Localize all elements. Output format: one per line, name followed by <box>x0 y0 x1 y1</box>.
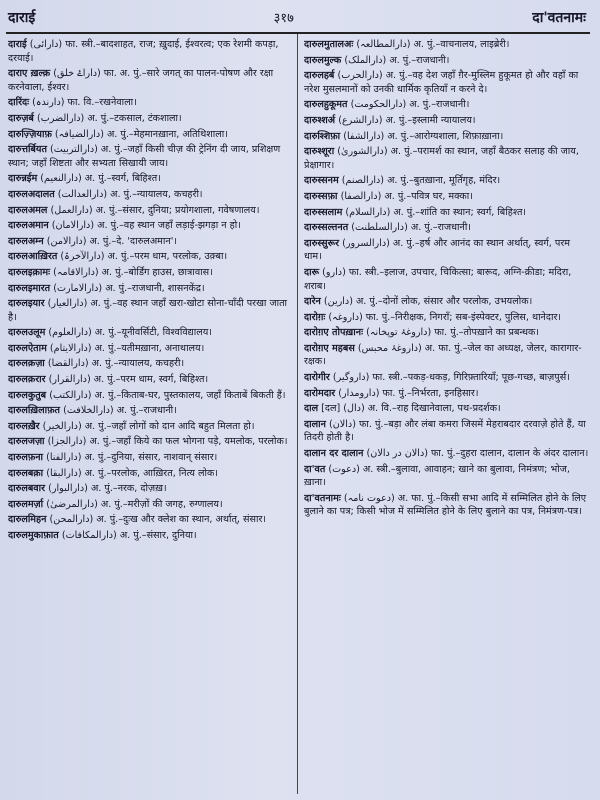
entry-headword: दारिंदः <box>8 97 30 109</box>
entry-headword: दारुलमर्ज़ा <box>8 498 44 510</box>
entry-headword: दारुलइमारत <box>8 282 51 294</box>
entry-headword: दारुलमुल्क <box>304 54 342 66</box>
entry-headword: दारुलउलूम <box>8 327 46 339</box>
entry-definition: (دارالبوار) अ. पुं.–नरक, दोज़ख़। <box>48 483 167 495</box>
entry-definition: (دارالخیر) अ. पुं.–जहाँ लोगों को दान आदि बहुत मिलता हो। <box>42 420 255 432</box>
entry-definition: (دعوت) अ. स्त्री.–बुलावा, आवाहन; खाने का बुलावा, निमंत्रण; भोज, ख़ाना। <box>304 463 570 489</box>
entry-definition: (دارالنعیم) अ. पुं.–स्वर्ग, बिहिश्त। <box>40 173 161 185</box>
entry-headword: दारुज़्ज़ियाफ़ <box>8 128 52 140</box>
dictionary-entry <box>304 311 590 325</box>
header-rule <box>6 32 590 34</box>
entry-definition: (دارالسلام) अ. पुं.–शांति का स्थान; स्वर्ग, बिहिश्त। <box>345 206 527 218</box>
dictionary-entry <box>8 297 292 324</box>
entry-headword: दालान <box>304 418 326 430</box>
entry-headword: दा'वत <box>304 463 326 475</box>
dictionary-entry <box>8 529 292 543</box>
dictionary-entry <box>8 420 292 434</box>
dictionary-entry <box>8 266 292 280</box>
column-divider <box>297 34 298 794</box>
entry-headword: दारुश्शिफ़ा <box>304 130 341 142</box>
entry-headword: दारुलबवार <box>8 483 46 495</box>
entry-definition: (دارائی) फा. स्त्री.–बादशाहत, राज; ख़ुदाई, ईश्वरत्व; एक रेशमी कपड़ा, दरयाई। <box>8 39 279 64</box>
dictionary-entry <box>304 145 590 172</box>
entry-definition: (دارالامان) अ. पुं.–वह स्थान जहाँ लड़ाई-झगड़ा न हो। <box>51 220 241 232</box>
entry-definition: (دارالشوریٰ) अ. पुं.–परामर्श का स्थान, जहाँ बैठकर सलाह की जाय, प्रेक्षागार। <box>304 146 579 171</box>
entry-definition: (دارالعلوم) अ. पुं.–यूनीवर्सिटी, विश्वविद्यालय। <box>48 327 212 339</box>
entry-definition: (دارالمطالعہ) अ. पुं.–वाचनालय, लाइब्रेरी। <box>356 39 510 50</box>
entry-definition: (دارالعیار) अ. पुं.–वह स्थान जहाँ खरा-खोटा सोना-चाँदी परखा जाता है। <box>8 298 288 323</box>
dictionary-entry <box>8 498 292 512</box>
entry-headword: दारुलअम्न <box>8 235 44 247</box>
entry-headword: दारुस्सनम <box>304 175 339 187</box>
entry-headword: दारुलइक़ामः <box>8 266 51 278</box>
entry-definition: (دارالتربیت) अ. पुं.–जहाँ किसी चीज़ की ट्रेनिंग दी जाय, प्रशिक्षण स्थान; जहाँ शिष्टता और सभ्यता सिखायी जाय। <box>8 144 281 169</box>
dictionary-entry <box>304 69 590 96</box>
entry-headword: दारुलआख़िरत <box>8 251 58 263</box>
dictionary-entry <box>304 98 590 112</box>
entry-definition: (دارالمرضیٰ) अ. पुं.–मरीज़ों की जगह, रुग्णालय। <box>46 498 223 510</box>
entry-headword: दारोमदार <box>304 387 336 399</box>
entry-headword: दारुलक़रार <box>8 374 46 386</box>
entry-definition: (دارالملک) अ. पुं.–राजधानी। <box>344 54 450 66</box>
dictionary-entry <box>8 342 292 356</box>
dictionary-entry <box>8 435 292 449</box>
dictionary-entry <box>304 342 590 369</box>
entry-headword: दारुलइयार <box>8 298 45 310</box>
entry-headword: दारुलक़ज़ा <box>8 358 45 370</box>
dictionary-entry <box>304 114 590 128</box>
entry-headword: दारुश्शर्अ <box>304 114 336 126</box>
dictionary-entry <box>8 143 292 170</box>
dictionary-entry <box>8 172 292 186</box>
dictionary-entry <box>8 326 292 340</box>
entry-definition: (دارالبقا) अ. पुं.–परलोक, आख़िरत, नित्य लोक। <box>46 467 218 479</box>
entry-headword: दाराई <box>8 39 27 50</box>
dictionary-entry <box>304 326 590 340</box>
dictionary-entry <box>304 463 590 490</box>
dictionary-entry <box>304 38 590 52</box>
entry-headword: दारोग़ः <box>304 311 326 323</box>
entry-headword: दारुलख़िलाफ़त <box>8 405 61 417</box>
dictionary-entry <box>8 204 292 218</box>
entry-headword: दालान दर दालान <box>304 448 364 460</box>
dictionary-entry <box>304 371 590 385</box>
dictionary-entry <box>8 112 292 126</box>
entry-definition: (داروغۂ محبس) अ. फा. पुं.–जेल का अध्यक्ष, जेलर, कारागार-रक्षक। <box>304 342 582 368</box>
entry-definition: (دارالمکافات) अ. पुं.–संसार, दुनिया। <box>61 530 197 541</box>
entry-definition: (دارالقضا) अ. पुं.–न्यायालय, कचहरी। <box>47 358 185 370</box>
dictionary-entry <box>304 418 590 445</box>
entry-headword: दारुलबक़ा <box>8 467 44 479</box>
entry-definition: (دارالسلطنت) अ. पुं.–राजधानी। <box>351 222 471 234</box>
entry-definition: (دارالصفا) अ. पुं.–पवित्र घर, मक्का। <box>340 190 473 202</box>
entry-definition: (دارین) अ. पुं.–दोनों लोक, संसार और परलोक, उभयलोक। <box>323 296 533 308</box>
dictionary-entry <box>8 235 292 249</box>
entry-definition: (دارالعدالت) अ. पुं.–न्यायालय, कचहरी। <box>57 188 203 200</box>
entry-definition: (دالان) फा. पुं.–बड़ा और लंबा कमरा जिसमें मेहराबदार दरवाज़े होते हैं, या तिदरी होती है। <box>304 418 586 444</box>
entry-definition: (دارومدار) फा. पुं.–निर्भरता, इनहिसार। <box>338 387 479 399</box>
dictionary-entry <box>8 357 292 371</box>
dictionary-entry <box>304 266 590 293</box>
entry-definition: (دارالخلافت) अ. पुं.–राजधानी। <box>63 405 177 417</box>
entry-headword: दाराए ख़ल्क़ <box>8 68 51 80</box>
dictionary-entry <box>304 54 590 68</box>
entry-definition: (دعوت نامہ) अ. फा. पुं.–किसी सभा आदि में सम्मिलित होने के लिए बुलाने का पत्र; किसी भोज में सम्मिलित होने के लिए बुलाने का पत्र, निमंत्रण-पत्र। <box>304 492 587 518</box>
entry-headword: दारुज़र्ब <box>8 112 34 124</box>
entry-headword: दारुलकुतुब <box>8 389 47 401</box>
entry-definition: (دارالآخرۃ) अ. पुं.–परम धाम, परलोक, उक़्बा। <box>60 251 228 263</box>
dictionary-entry <box>8 67 292 94</box>
entry-headword: दारुलमिहन <box>8 514 47 526</box>
entry-headword: दारुलहर्ब <box>304 70 335 82</box>
dictionary-entry <box>8 38 292 65</box>
entry-definition: (دالان در دالان) फा. पुं.–दुहरा दालान, दालान के अंदर दालान। <box>366 448 589 460</box>
entry-headword: दारोगीर <box>304 372 330 384</box>
entry-headword: दारुस्सलाम <box>304 206 343 218</box>
entry-headword: दारू <box>304 266 320 278</box>
entry-definition: (دارالامن) अ. पुं.–दे. 'दारुलअमान'। <box>46 235 178 247</box>
entry-definition: (دارالعمل) अ. पुं.–संसार, दुनिया; प्रयोगशाला, गवेषणालय। <box>50 204 260 216</box>
entry-definition: (دارالامارت) अ. पुं.–राजधानी, शासनकेंद्र। <box>53 282 205 294</box>
entry-headword: दारुलमुकाफ़ात <box>8 530 59 541</box>
entry-definition: (دارالشفا) अ. पुं.–आरोग्यशाला, शिफ़ाख़ाना। <box>343 130 504 142</box>
entry-headword: दारेन <box>304 296 321 308</box>
entry-headword: दाल <box>304 403 319 415</box>
entry-definition: (دارالحرب) अ. पुं.–वह देश जहाँ ग़ैर-मुस्लिम हुकूमत हो और वहाँ का नरेश मुसलमानों को उनकी धार्मिक कृतियाँ न करने दे। <box>304 70 579 95</box>
entry-headword: दारुलअदालत <box>8 188 55 200</box>
dictionary-entry <box>8 188 292 202</box>
entry-definition: (داراۓ خلق) फा. अ. पुं.–सारे जगत् का पालन-पोषण और रक्षा करनेवाला, ईश्वर। <box>8 68 274 93</box>
entry-definition: (دارالشرع) अ. पुं.–इस्लामी न्यायालय। <box>338 114 476 126</box>
entry-headword: दारुलजज़ा <box>8 436 45 448</box>
entry-definition: (دارالصنم) अ. पुं.–बुतख़ाना, मूर्तिगृह, मंदिर। <box>341 175 501 187</box>
entry-headword: दारुलमुतालअः <box>304 39 354 50</box>
dictionary-entry <box>8 451 292 465</box>
entry-headword: दारुलअमान <box>8 220 49 232</box>
dictionary-entry <box>304 237 590 264</box>
entry-headword: दारुश्शूरा <box>304 146 335 158</box>
dictionary-entry <box>8 128 292 142</box>
dictionary-entry <box>8 219 292 233</box>
dictionary-entry <box>304 174 590 188</box>
dictionary-entry <box>8 482 292 496</box>
dictionary-entry <box>304 387 590 401</box>
entry-definition: [दल] (دال) अ. वि.–राह दिखानेवाला, पथ-प्रदर्शक। <box>321 403 501 415</box>
dictionary-entry <box>304 190 590 204</box>
entry-definition: (دارالاقامہ) अ. पुं.–बोर्डिंग हाउस, छात्रावास। <box>53 266 213 278</box>
entry-definition: (دارندہ) फा. वि.–रखनेवाला। <box>32 97 137 109</box>
entry-definition: (دارالکتب) अ. पुं.–किताब-घर, पुस्तकालय, जहाँ किताबें बिकती हैं। <box>49 389 286 401</box>
entry-headword: दारुस्सल्तनत <box>304 222 349 234</box>
dictionary-entry <box>304 402 590 416</box>
right-column <box>304 38 590 794</box>
entry-headword: दारुलअमल <box>8 204 48 216</box>
dictionary-entry <box>304 447 590 461</box>
entry-headword: दारुलऐताम <box>8 342 47 354</box>
header-right-guide-word: दा'वतनामः <box>532 9 586 26</box>
dictionary-entry <box>8 250 292 264</box>
dictionary-entry <box>8 373 292 387</box>
dictionary-entry <box>304 206 590 220</box>
left-column <box>8 38 292 794</box>
dictionary-entry <box>304 295 590 309</box>
entry-definition: (دارالمحن) अ. पुं.–दुःख और क्लेश का स्थान, अर्थात्, संसार। <box>49 514 267 526</box>
dictionary-entry <box>8 282 292 296</box>
page-header <box>8 4 586 30</box>
entry-headword: दारुलफ़ना <box>8 452 44 464</box>
entry-headword: दा'वतनामः <box>304 492 341 504</box>
entry-definition: (دارالحکومت) अ. पुं.–राजधानी। <box>350 99 470 111</box>
entry-headword: दारुलहुकूमत <box>304 99 348 111</box>
dictionary-entry <box>8 389 292 403</box>
header-left-guide-word: दाराई <box>8 9 36 26</box>
dictionary-entry <box>8 404 292 418</box>
dictionary-entry <box>8 467 292 481</box>
entry-definition: (دارالقرار) अ. पुं.–परम धाम, स्वर्ग, बिहिश्त। <box>48 374 209 386</box>
entry-definition: (داروگیر) फा. स्त्री.–पकड़-धकड़, गिरिफ़्तारियाँ; पूछ-गच्छ, बाज़पुर्स। <box>332 372 570 384</box>
entry-definition: (داروغۂ توپخانہ) फा. पुं.–तोपख़ाने का प्रबन्धक। <box>366 327 540 339</box>
entry-headword: दारोग़ए महबस <box>304 342 355 354</box>
entry-headword: दारुलख़ैर <box>8 420 40 432</box>
dictionary-entry <box>304 221 590 235</box>
dictionary-entry <box>8 513 292 527</box>
entry-definition: (دارالضرب) अ. पुं.–टकसाल, टंकशाला। <box>36 112 182 124</box>
entry-headword: दारुन्नईम <box>8 173 38 185</box>
dictionary-entry <box>304 130 590 144</box>
entry-definition: (دارالسرور) अ. पुं.–हर्ष और आनंद का स्थान अर्थात्, स्वर्ग, परम धाम। <box>304 237 570 263</box>
entry-definition: (دارو) फा. स्त्री.–इलाज, उपचार, चिकित्सा; बारूद, अग्नि-क्रीडा; मदिरा, शराब। <box>304 266 572 292</box>
dictionary-entry <box>8 96 292 110</box>
entry-headword: दारुस्सुरूर <box>304 237 340 249</box>
entry-headword: दारोग़ए तोपख़ानः <box>304 327 364 339</box>
entry-definition: (دارالضیافہ) अ. पुं.–मेहमानख़ाना, अतिथिशाला। <box>54 128 228 140</box>
entry-definition: (دارالایتام) अ. पुं.–यतीमख़ाना, अनाथालय। <box>49 342 205 354</box>
entry-headword: दारुत्तर्बियत <box>8 144 47 156</box>
page-number: ३१७ <box>273 11 294 26</box>
dictionary-entry <box>304 492 590 519</box>
entry-headword: दारुस्सफ़ा <box>304 190 338 202</box>
entry-definition: (دارالجزا) अ. पुं.–जहाँ किये का फल भोगना पड़े, यमलोक, परलोक। <box>47 436 288 448</box>
entry-definition: (دارالفنا) अ. पुं.–दुनिया, संसार, नाशवान् संसार। <box>46 452 218 464</box>
entry-definition: (داروغہ) फा. पुं.–निरीक्षक, निगराँ; सब-इंस्पेक्टर, पुलिस, थानेदार। <box>328 311 562 323</box>
